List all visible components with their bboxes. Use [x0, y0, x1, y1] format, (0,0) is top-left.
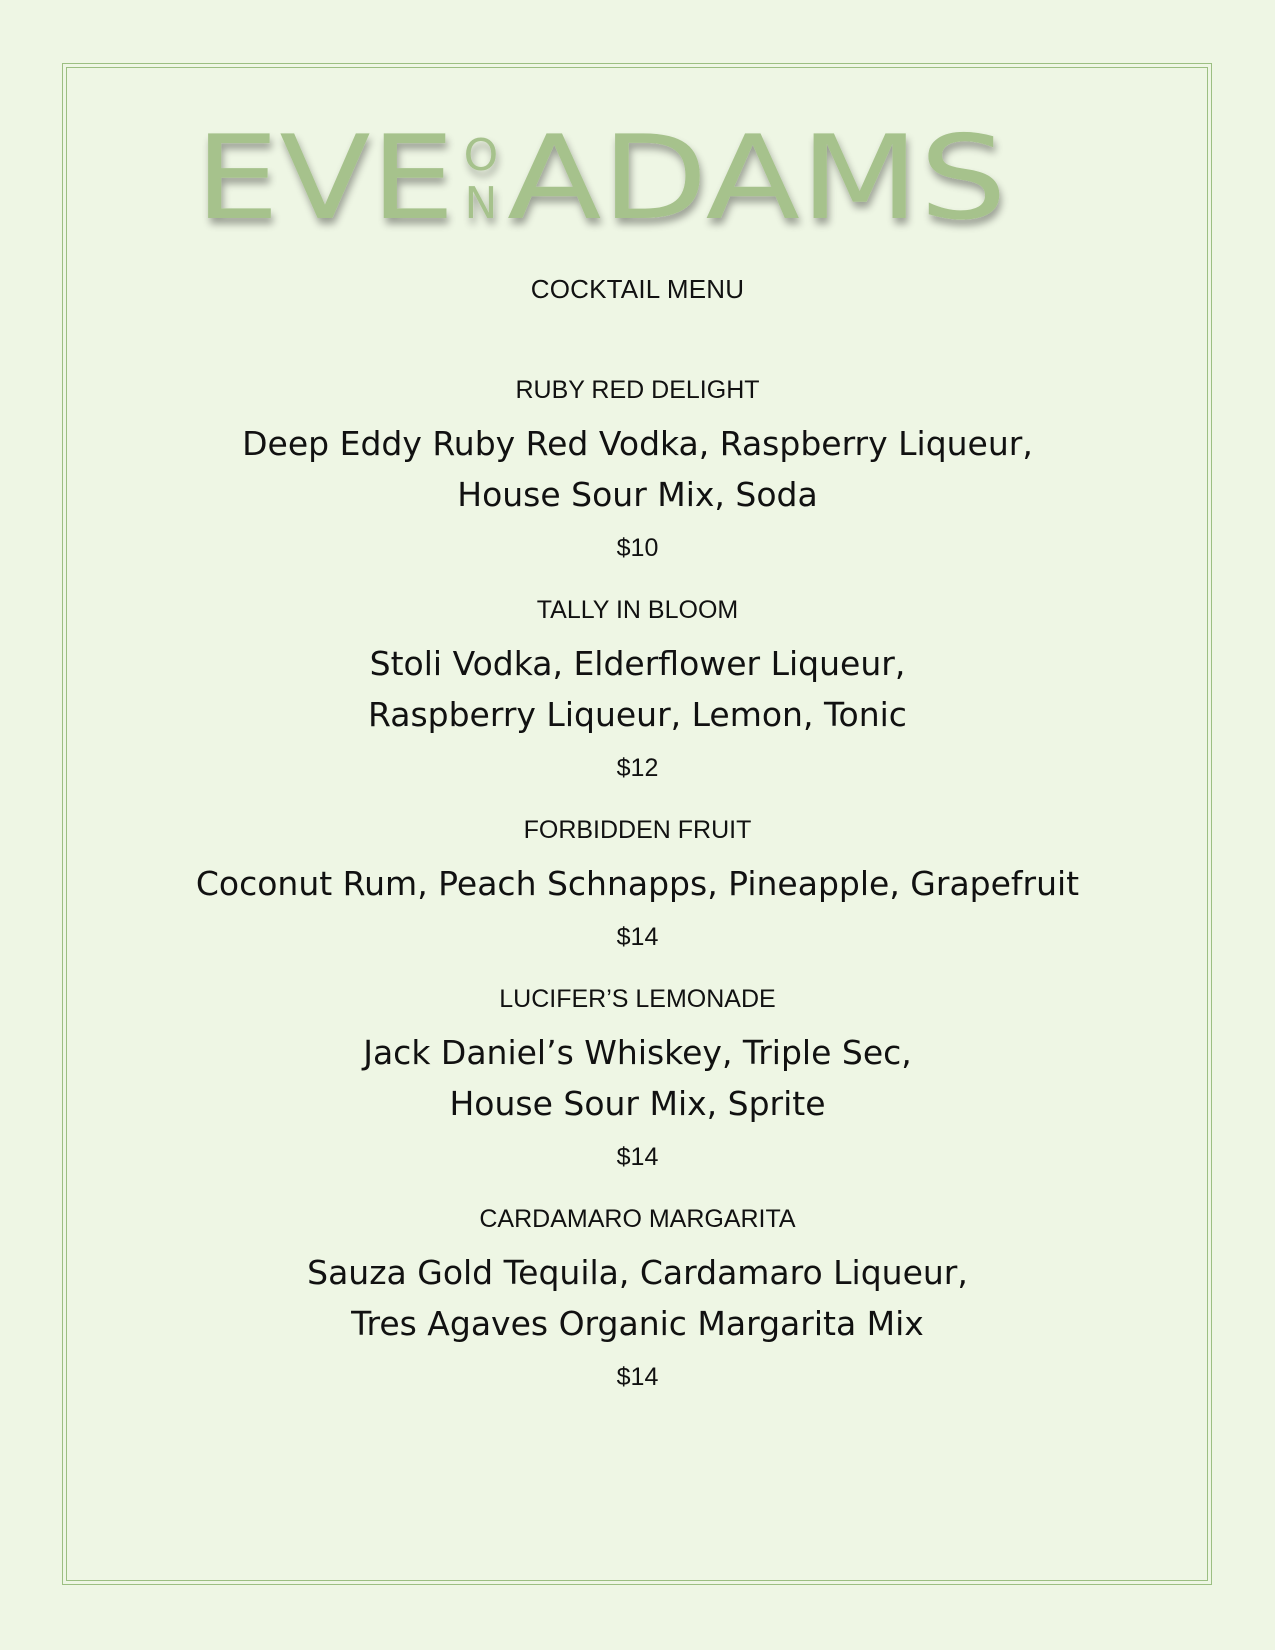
item-description	[0, 638, 1275, 740]
item-description	[0, 858, 1275, 909]
item-description-line: Jack Daniel’s Whiskey, Triple Sec,	[363, 1033, 912, 1072]
menu-item	[0, 814, 1275, 953]
item-description-line: House Sour Mix, Sprite	[449, 1084, 826, 1123]
item-description-line: Stoli Vodka, Elderflower Liqueur,	[369, 644, 906, 683]
menu-item	[0, 983, 1275, 1173]
logo-small-top-text: O	[463, 130, 499, 181]
menu-item	[0, 374, 1275, 564]
item-name: LUCIFER’S LEMONADE	[499, 985, 776, 1013]
item-description-line: Raspberry Liqueur, Lemon, Tonic	[368, 695, 907, 734]
logo-right-text: ADAMS	[507, 120, 1007, 245]
item-price: $14	[616, 923, 659, 951]
item-description-line: Tres Agaves Organic Margarita Mix	[351, 1304, 924, 1343]
item-name: TALLY IN BLOOM	[536, 596, 739, 624]
menu-heading: COCKTAIL MENU	[530, 274, 745, 304]
item-price: $14	[616, 1363, 659, 1391]
item-description	[0, 1247, 1275, 1349]
item-description-line: Coconut Rum, Peach Schnapps, Pineapple, Grapefruit	[195, 864, 1080, 903]
item-name: RUBY RED DELIGHT	[515, 376, 760, 404]
menu-item	[0, 1203, 1275, 1393]
item-price: $12	[616, 754, 659, 782]
item-description-line: House Sour Mix, Soda	[457, 475, 818, 514]
item-name: FORBIDDEN FRUIT	[523, 816, 752, 844]
item-description	[0, 418, 1275, 520]
item-price: $10	[616, 534, 659, 562]
item-name: CARDAMARO MARGARITA	[479, 1205, 796, 1233]
menu-item	[0, 594, 1275, 784]
eve-on-adams-logo	[195, 120, 1065, 245]
logo-small-bottom-text: N	[464, 178, 498, 229]
logo-left-text: EVE	[195, 120, 455, 245]
item-description-line: Sauza Gold Tequila, Cardamaro Liqueur,	[307, 1253, 968, 1292]
item-description	[0, 1027, 1275, 1129]
logo-graphic	[195, 120, 1065, 245]
item-price: $14	[616, 1143, 659, 1171]
item-description-line: Deep Eddy Ruby Red Vodka, Raspberry Liqueur,	[242, 424, 1033, 463]
cocktail-list	[0, 374, 1275, 1393]
